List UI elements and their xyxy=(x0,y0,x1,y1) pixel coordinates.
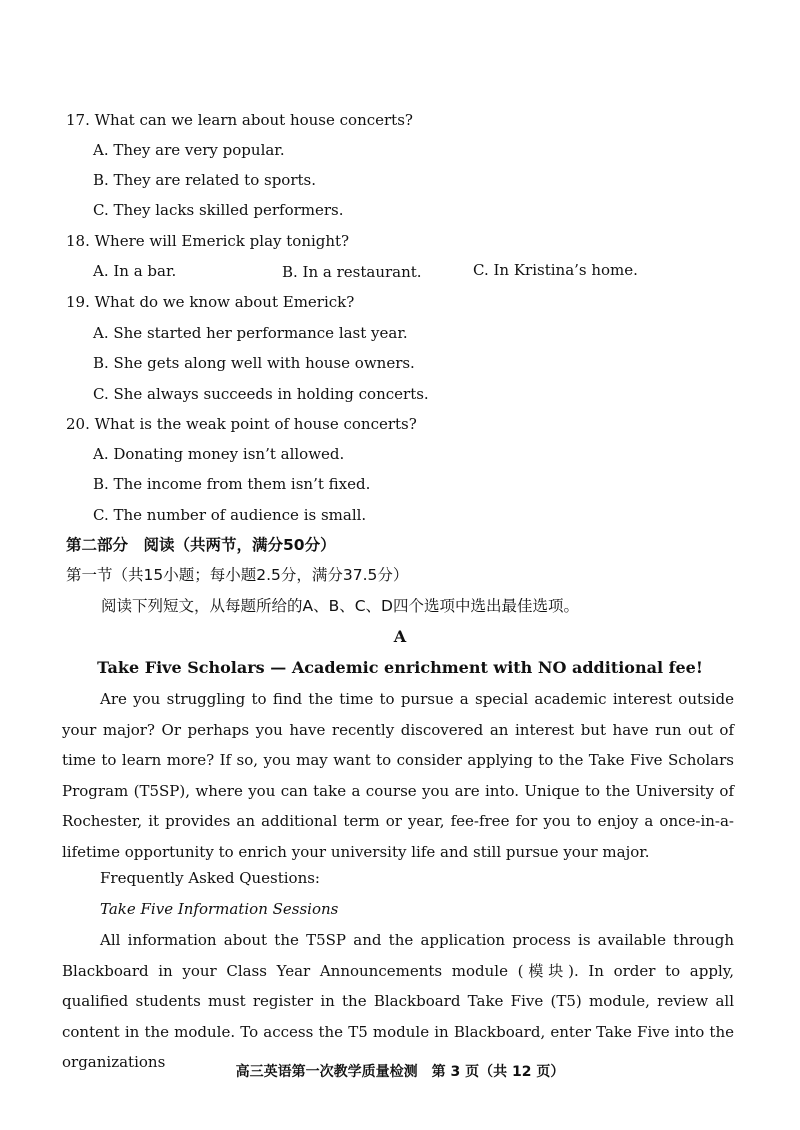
question-20-stem: 20. What is the weak point of house concerts? xyxy=(66,415,417,433)
part-2-heading: 第二部分 阅读（共两节，满分50分） xyxy=(66,536,336,554)
section-1-heading: 第一节（共15小题；每小题2.5分，满分37.5分） xyxy=(66,566,409,584)
question-19-option-b: B. She gets along well with house owners. xyxy=(93,354,415,372)
question-18-stem: 18. Where will Emerick play tonight? xyxy=(66,232,350,250)
question-19-option-c: C. She always succeeds in holding concerts. xyxy=(93,385,429,403)
question-18-option-b: B. In a restaurant. xyxy=(282,263,422,281)
question-17-option-c: C. They lacks skilled performers. xyxy=(93,201,344,219)
question-17-option-b: B. They are related to sports. xyxy=(93,171,316,189)
passage-paragraph-2 xyxy=(62,925,734,1078)
question-17-option-a: A. They are very popular. xyxy=(93,141,285,159)
faq-label: Frequently Asked Questions: xyxy=(100,869,320,887)
question-20-option-c: C. The number of audience is small. xyxy=(93,506,367,524)
question-18-option-a: A. In a bar. xyxy=(93,262,177,280)
passage-paragraph-1 xyxy=(62,684,734,867)
question-19-stem: 19. What do we know about Emerick? xyxy=(66,293,355,311)
paragraph-2-text: All information about the T5SP and the application process is available through Blackboard in your Class Year Announcements module (模块). In order to apply, qualified students must register in the Blackboard Take Five (T5) module, review all content in the module. To access the T5 module in Blackboard, enter Take Five into the organizations xyxy=(62,931,734,1071)
question-19-option-a: A. She started her performance last year. xyxy=(93,324,408,342)
question-17-stem: 17. What can we learn about house concerts? xyxy=(66,111,413,129)
paragraph-1-text: Are you struggling to find the time to pursue a special academic interest outside your major? Or perhaps you have recently discovered an interest but have run out of time to learn more? If so, you may want to consider applying to the Take Five Scholars Program (T5SP), where you can take a course you are into. Unique to the University of Rochester, it provides an additional term or year, fee-free for you to enjoy a once-in-a-lifetime opportunity to enrich your university life and still pursue your major. xyxy=(62,690,734,861)
question-20-option-b: B. The income from them isn’t fixed. xyxy=(93,475,371,493)
reading-instruction: 阅读下列短文，从每题所给的A、B、C、D四个选项中选出最佳选项。 xyxy=(101,597,579,615)
info-sessions-subhead: Take Five Information Sessions xyxy=(100,900,339,918)
question-18-option-c: C. In Kristina’s home. xyxy=(473,261,638,279)
question-20-option-a: A. Donating money isn’t allowed. xyxy=(93,445,345,463)
page-footer: 高三英语第一次教学质量检测 第 3 页（共 12 页） xyxy=(235,1064,565,1080)
passage-title: Take Five Scholars — Academic enrichment with NO additional fee! xyxy=(97,658,703,677)
passage-label: A xyxy=(393,627,407,646)
